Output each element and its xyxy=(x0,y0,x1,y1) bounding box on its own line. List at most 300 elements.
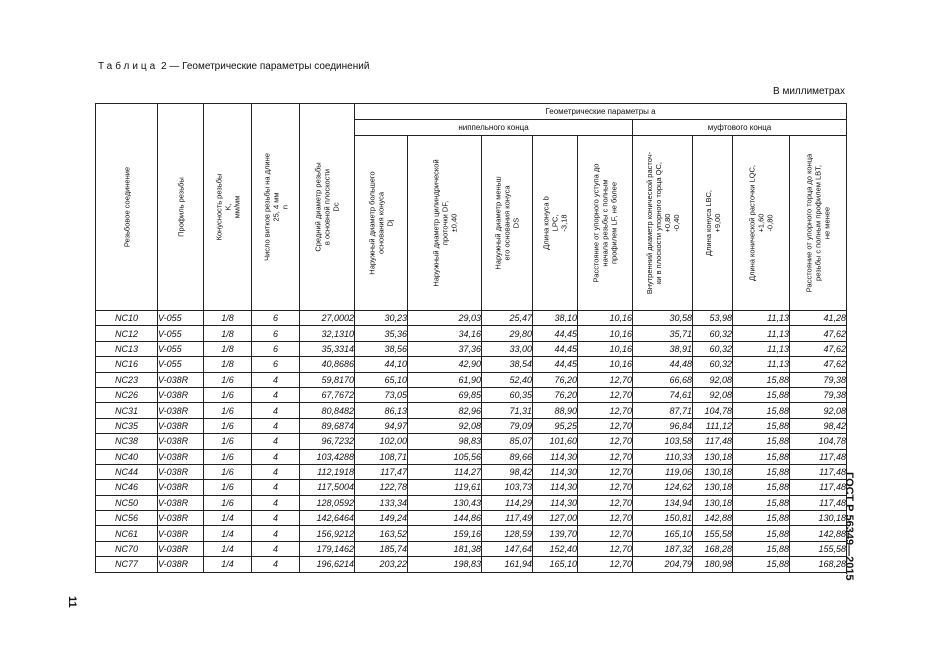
cell-small-diameter: 147,64 xyxy=(482,541,533,556)
header-text xyxy=(122,123,131,291)
cell-taper: 1/8 xyxy=(204,311,252,326)
cell-box-cone-length: 60,32 xyxy=(693,341,733,356)
cell-large-diameter: 203,22 xyxy=(355,557,408,572)
header-pitch-diameter xyxy=(300,104,355,311)
header-line: Конусность резьбы xyxy=(214,173,223,241)
cell-bore-length: 15,88 xyxy=(733,526,790,541)
cell-box-cone-length: 142,88 xyxy=(693,511,733,526)
cell-thread-end-distance: 79,38 xyxy=(790,372,847,387)
cell-groove-diameter: 29,03 xyxy=(408,311,482,326)
cell-large-diameter: 108,71 xyxy=(355,449,408,464)
header-text xyxy=(748,139,775,307)
cell-large-diameter: 117,47 xyxy=(355,464,408,479)
header-text xyxy=(368,139,395,307)
cell-bore-diameter: 44,48 xyxy=(633,357,693,372)
header-line: Внутренний диаметр конической расточ- xyxy=(644,151,654,295)
cell-pitch-diameter: 142,6464 xyxy=(300,511,355,526)
cell-box-cone-length: 130,18 xyxy=(693,480,733,495)
cell-thread-distance: 10,16 xyxy=(578,341,633,356)
cell-pitch-diameter: 96,7232 xyxy=(300,434,355,449)
cell-profile: V-038R xyxy=(158,480,204,495)
cell-bore-length: 15,88 xyxy=(733,418,790,433)
cell-bore-diameter: 87,71 xyxy=(633,403,693,418)
cell-small-diameter: 98,42 xyxy=(482,464,533,479)
cell-pitch-diameter: 128,0592 xyxy=(300,495,355,510)
cell-taper: 1/8 xyxy=(204,341,252,356)
table-row xyxy=(96,311,847,326)
cell-pitch-diameter: 35,3314 xyxy=(300,341,355,356)
cell-connection: NC16 xyxy=(96,357,158,372)
header-text xyxy=(214,123,241,291)
cell-taper: 1/6 xyxy=(204,464,252,479)
cell-threads: 4 xyxy=(252,464,300,479)
cell-small-diameter: 60,35 xyxy=(482,387,533,402)
cell-thread-distance: 12,70 xyxy=(578,387,633,402)
header-line: +1,60 xyxy=(756,213,766,233)
cell-pitch-diameter: 67,7672 xyxy=(300,387,355,402)
cell-connection: NC38 xyxy=(96,434,158,449)
header-line: Длина конуса LBC, xyxy=(703,189,713,257)
cell-bore-diameter: 204,79 xyxy=(633,557,693,572)
cell-thread-end-distance: 47,62 xyxy=(790,341,847,356)
cell-small-diameter: 71,31 xyxy=(482,403,533,418)
cell-taper: 1/4 xyxy=(204,526,252,541)
cell-pitch-diameter: 156,9212 xyxy=(300,526,355,541)
cell-thread-end-distance: 142,88 xyxy=(790,526,847,541)
header-connection xyxy=(96,104,158,311)
cell-cone-length: 165,10 xyxy=(533,557,578,572)
cell-cone-length: 139,70 xyxy=(533,526,578,541)
cell-thread-end-distance: 117,48 xyxy=(790,449,847,464)
cell-taper: 1/6 xyxy=(204,480,252,495)
cell-profile: V-038R xyxy=(158,449,204,464)
header-line: Dc xyxy=(331,202,341,212)
cell-pitch-diameter: 32,1310 xyxy=(300,326,355,341)
cell-cone-length: 38,10 xyxy=(533,311,578,326)
header-line: Резьбовое соединение xyxy=(122,166,131,248)
cell-threads: 4 xyxy=(252,541,300,556)
cell-box-cone-length: 117,48 xyxy=(693,434,733,449)
cell-connection: NC40 xyxy=(96,449,158,464)
cell-box-cone-length: 168,28 xyxy=(693,541,733,556)
header-line: -0,40 xyxy=(671,214,681,232)
cell-profile: V-038R xyxy=(158,434,204,449)
cell-box-cone-length: 130,18 xyxy=(693,464,733,479)
cell-connection: NC10 xyxy=(96,311,158,326)
cell-thread-end-distance: 130,18 xyxy=(790,511,847,526)
cell-thread-end-distance: 79,38 xyxy=(790,387,847,402)
cell-small-diameter: 161,94 xyxy=(482,557,533,572)
cell-connection: NC61 xyxy=(96,526,158,541)
cell-groove-diameter: 82,96 xyxy=(408,403,482,418)
cell-thread-end-distance: 47,62 xyxy=(790,326,847,341)
header-thread-end-distance xyxy=(790,136,847,311)
cell-box-cone-length: 60,32 xyxy=(693,357,733,372)
cell-thread-end-distance: 117,48 xyxy=(790,480,847,495)
cell-large-diameter: 163,52 xyxy=(355,526,408,541)
cell-taper: 1/8 xyxy=(204,326,252,341)
cell-bore-diameter: 35,71 xyxy=(633,326,693,341)
cell-groove-diameter: 69,85 xyxy=(408,387,482,402)
header-text xyxy=(704,139,722,307)
cell-pitch-diameter: 89,6874 xyxy=(300,418,355,433)
cell-thread-distance: 12,70 xyxy=(578,464,633,479)
cell-threads: 4 xyxy=(252,418,300,433)
cell-cone-length: 44,45 xyxy=(533,357,578,372)
cell-bore-diameter: 119,06 xyxy=(633,464,693,479)
header-full-thread-distance xyxy=(578,136,633,311)
cell-groove-diameter: 130,43 xyxy=(408,495,482,510)
cell-bore-diameter: 110,33 xyxy=(633,449,693,464)
cell-threads: 4 xyxy=(252,403,300,418)
cell-groove-diameter: 61,90 xyxy=(408,372,482,387)
cell-bore-length: 15,88 xyxy=(733,541,790,556)
cell-cone-length: 44,45 xyxy=(533,341,578,356)
header-line: Наружный диаметр цилиндрической xyxy=(431,159,440,287)
cell-threads: 4 xyxy=(252,557,300,572)
cell-thread-distance: 12,70 xyxy=(578,434,633,449)
cell-cone-length: 114,30 xyxy=(533,449,578,464)
cell-profile: V-055 xyxy=(158,357,204,372)
cell-small-diameter: 29,80 xyxy=(482,326,533,341)
header-line: DS xyxy=(511,217,521,229)
cell-thread-distance: 12,70 xyxy=(578,495,633,510)
header-geometric-parameters: Геометрические параметры a xyxy=(355,104,847,120)
cell-pitch-diameter: 179,1462 xyxy=(300,541,355,556)
cell-box-cone-length: 92,08 xyxy=(693,387,733,402)
cell-profile: V-038R xyxy=(158,403,204,418)
header-text xyxy=(431,139,458,307)
header-line: Dj xyxy=(385,219,395,227)
cell-large-diameter: 73,05 xyxy=(355,387,408,402)
table-row xyxy=(96,464,847,479)
cell-connection: NC12 xyxy=(96,326,158,341)
table-header xyxy=(96,104,847,311)
cell-groove-diameter: 98,83 xyxy=(408,434,482,449)
cell-profile: V-038R xyxy=(158,557,204,572)
header-line: проточки DF, xyxy=(440,200,449,246)
cell-threads: 6 xyxy=(252,326,300,341)
header-line: основания конуса xyxy=(376,191,386,255)
table-caption xyxy=(98,61,369,72)
cell-bore-length: 11,13 xyxy=(733,341,790,356)
cell-taper: 1/6 xyxy=(204,449,252,464)
header-nipple-end: ниппельного конца xyxy=(355,120,633,136)
cell-profile: V-055 xyxy=(158,341,204,356)
header-line: +9,00 xyxy=(712,213,722,233)
cell-pitch-diameter: 59,8170 xyxy=(300,372,355,387)
header-coupling-end: муфтового конца xyxy=(633,120,847,136)
cell-thread-end-distance: 117,48 xyxy=(790,495,847,510)
cell-connection: NC13 xyxy=(96,341,158,356)
header-text xyxy=(176,123,185,291)
table-row xyxy=(96,526,847,541)
cell-box-cone-length: 53,98 xyxy=(693,311,733,326)
cell-thread-end-distance: 168,28 xyxy=(790,557,847,572)
header-line: -0,80 xyxy=(765,214,775,232)
header-line: K, xyxy=(223,203,232,211)
cell-bore-length: 11,13 xyxy=(733,326,790,341)
header-box-cone-length xyxy=(693,136,733,311)
cell-box-cone-length: 92,08 xyxy=(693,372,733,387)
cell-thread-distance: 12,70 xyxy=(578,418,633,433)
cell-thread-end-distance: 92,08 xyxy=(790,403,847,418)
cell-pitch-diameter: 117,5004 xyxy=(300,480,355,495)
cell-bore-length: 15,88 xyxy=(733,495,790,510)
cell-cone-length: 44,45 xyxy=(533,326,578,341)
cell-box-cone-length: 111,12 xyxy=(693,418,733,433)
table-row xyxy=(96,341,847,356)
cell-groove-diameter: 105,56 xyxy=(408,449,482,464)
cell-taper: 1/4 xyxy=(204,511,252,526)
cell-thread-end-distance: 117,48 xyxy=(790,464,847,479)
cell-thread-distance: 12,70 xyxy=(578,541,633,556)
header-text xyxy=(592,139,619,307)
cell-cone-length: 95,25 xyxy=(533,418,578,433)
header-cylindrical-groove-diameter xyxy=(408,136,482,311)
cell-cone-length: 76,20 xyxy=(533,372,578,387)
header-line: +0,80 xyxy=(662,213,672,233)
cell-small-diameter: 89,66 xyxy=(482,449,533,464)
cell-bore-length: 15,88 xyxy=(733,480,790,495)
cell-small-diameter: 128,59 xyxy=(482,526,533,541)
cell-bore-diameter: 30,58 xyxy=(633,311,693,326)
cell-threads: 4 xyxy=(252,387,300,402)
header-line: Наружный диаметр меньш xyxy=(493,176,503,270)
cell-groove-diameter: 198,83 xyxy=(408,557,482,572)
cell-small-diameter: 38,54 xyxy=(482,357,533,372)
header-line: ки в плоскости упорного торца QC, xyxy=(653,162,663,284)
cell-small-diameter: 114,29 xyxy=(482,495,533,510)
cell-thread-distance: 10,16 xyxy=(578,311,633,326)
cell-box-cone-length: 180,98 xyxy=(693,557,733,572)
cell-pitch-diameter: 196,6214 xyxy=(300,557,355,572)
header-text xyxy=(542,139,569,307)
header-line: Длина конической расточки LQC, xyxy=(747,165,757,281)
cell-pitch-diameter: 80,8482 xyxy=(300,403,355,418)
table-row xyxy=(96,449,847,464)
cell-large-diameter: 102,00 xyxy=(355,434,408,449)
cell-bore-diameter: 187,32 xyxy=(633,541,693,556)
header-line: Профиль резьбы xyxy=(176,177,185,237)
header-small-base-diameter xyxy=(482,136,533,311)
cell-cone-length: 101,60 xyxy=(533,434,578,449)
cell-profile: V-038R xyxy=(158,541,204,556)
table-row xyxy=(96,403,847,418)
cell-large-diameter: 149,24 xyxy=(355,511,408,526)
cell-large-diameter: 185,74 xyxy=(355,541,408,556)
cell-box-cone-length: 130,18 xyxy=(693,495,733,510)
cell-thread-distance: 12,70 xyxy=(578,557,633,572)
table-row xyxy=(96,434,847,449)
cell-taper: 1/6 xyxy=(204,495,252,510)
header-line: начала резьбы с полным xyxy=(600,179,610,267)
cell-threads: 4 xyxy=(252,372,300,387)
cell-bore-length: 15,88 xyxy=(733,403,790,418)
cell-groove-diameter: 42,90 xyxy=(408,357,482,372)
cell-box-cone-length: 155,58 xyxy=(693,526,733,541)
cell-groove-diameter: 92,08 xyxy=(408,418,482,433)
header-line: профилем LF, не более xyxy=(609,181,619,265)
cell-large-diameter: 38,56 xyxy=(355,341,408,356)
cell-large-diameter: 94,97 xyxy=(355,418,408,433)
cell-threads: 4 xyxy=(252,495,300,510)
cell-bore-length: 15,88 xyxy=(733,557,790,572)
cell-small-diameter: 79,09 xyxy=(482,418,533,433)
cell-cone-length: 114,30 xyxy=(533,495,578,510)
cell-thread-end-distance: 47,62 xyxy=(790,357,847,372)
cell-groove-diameter: 144,86 xyxy=(408,511,482,526)
cell-thread-end-distance: 41,28 xyxy=(790,311,847,326)
cell-pitch-diameter: 112,1918 xyxy=(300,464,355,479)
cell-threads: 6 xyxy=(252,311,300,326)
cell-profile: V-038R xyxy=(158,495,204,510)
cell-bore-length: 15,88 xyxy=(733,372,790,387)
header-text xyxy=(494,139,521,307)
cell-pitch-diameter: 27,0002 xyxy=(300,311,355,326)
cell-cone-length: 88,90 xyxy=(533,403,578,418)
cell-bore-length: 11,13 xyxy=(733,311,790,326)
cell-profile: V-055 xyxy=(158,326,204,341)
cell-threads: 4 xyxy=(252,480,300,495)
header-cone-length xyxy=(533,136,578,311)
cell-taper: 1/4 xyxy=(204,557,252,572)
header-line: -3,18 xyxy=(559,214,569,232)
table-row xyxy=(96,357,847,372)
header-line: в основной плоскости xyxy=(322,168,332,246)
cell-connection: NC77 xyxy=(96,557,158,572)
header-line: мм/мм xyxy=(232,195,241,219)
cell-thread-distance: 12,70 xyxy=(578,449,633,464)
header-line: n xyxy=(280,204,289,210)
units-label: В миллиметрах xyxy=(773,86,845,97)
cell-bore-diameter: 66,68 xyxy=(633,372,693,387)
caption-rest: 2 — Геометрические параметры соединений xyxy=(158,61,370,72)
header-line: его основания конуса xyxy=(502,185,512,261)
header-line: LPC, xyxy=(550,214,560,232)
cell-large-diameter: 86,13 xyxy=(355,403,408,418)
cell-threads: 6 xyxy=(252,357,300,372)
cell-bore-diameter: 134,94 xyxy=(633,495,693,510)
cell-thread-distance: 12,70 xyxy=(578,480,633,495)
header-large-base-diameter xyxy=(355,136,408,311)
header-line: Расстояние от упорного уступа до xyxy=(591,163,601,283)
cell-connection: NC56 xyxy=(96,511,158,526)
cell-large-diameter: 65,10 xyxy=(355,372,408,387)
cell-thread-distance: 10,16 xyxy=(578,326,633,341)
cell-groove-diameter: 37,36 xyxy=(408,341,482,356)
cell-groove-diameter: 119,61 xyxy=(408,480,482,495)
cell-small-diameter: 33,00 xyxy=(482,341,533,356)
cell-threads: 4 xyxy=(252,526,300,541)
header-line: Средний диаметр резьбы xyxy=(313,162,323,252)
cell-connection: NC70 xyxy=(96,541,158,556)
cell-taper: 1/8 xyxy=(204,357,252,372)
cell-thread-end-distance: 104,78 xyxy=(790,434,847,449)
header-line: не менее xyxy=(822,206,832,240)
cell-thread-distance: 12,70 xyxy=(578,511,633,526)
cell-thread-end-distance: 155,58 xyxy=(790,541,847,556)
cell-profile: V-038R xyxy=(158,418,204,433)
cell-connection: NC44 xyxy=(96,464,158,479)
cell-profile: V-038R xyxy=(158,526,204,541)
table-row xyxy=(96,511,847,526)
table-row xyxy=(96,495,847,510)
cell-small-diameter: 52,40 xyxy=(482,372,533,387)
cell-large-diameter: 133,34 xyxy=(355,495,408,510)
caption-lead: Таблица xyxy=(98,61,159,72)
cell-bore-length: 15,88 xyxy=(733,511,790,526)
cell-large-diameter: 35,36 xyxy=(355,326,408,341)
header-text xyxy=(314,123,341,291)
cell-connection: NC46 xyxy=(96,480,158,495)
cell-cone-length: 127,00 xyxy=(533,511,578,526)
cell-profile: V-055 xyxy=(158,311,204,326)
header-taper xyxy=(204,104,252,311)
cell-bore-length: 11,13 xyxy=(733,357,790,372)
cell-box-cone-length: 60,32 xyxy=(693,326,733,341)
cell-taper: 1/6 xyxy=(204,418,252,433)
cell-small-diameter: 25,47 xyxy=(482,311,533,326)
cell-bore-diameter: 38,91 xyxy=(633,341,693,356)
cell-small-diameter: 85,07 xyxy=(482,434,533,449)
cell-threads: 4 xyxy=(252,511,300,526)
table-row xyxy=(96,541,847,556)
table-row xyxy=(96,480,847,495)
cell-bore-length: 15,88 xyxy=(733,449,790,464)
table-row xyxy=(96,557,847,572)
header-thread-profile xyxy=(158,104,204,311)
cell-profile: V-038R xyxy=(158,464,204,479)
cell-cone-length: 76,20 xyxy=(533,387,578,402)
cell-bore-diameter: 165,10 xyxy=(633,526,693,541)
cell-profile: V-038R xyxy=(158,387,204,402)
cell-connection: NC23 xyxy=(96,372,158,387)
cell-groove-diameter: 181,38 xyxy=(408,541,482,556)
cell-pitch-diameter: 103,4288 xyxy=(300,449,355,464)
header-bore-inner-diameter xyxy=(633,136,693,311)
cell-bore-length: 15,88 xyxy=(733,387,790,402)
header-line: Расстояние от упорного торца до конца xyxy=(804,153,814,293)
cell-taper: 1/6 xyxy=(204,434,252,449)
cell-groove-diameter: 159,16 xyxy=(408,526,482,541)
cell-groove-diameter: 34,16 xyxy=(408,326,482,341)
cell-thread-distance: 12,70 xyxy=(578,372,633,387)
header-text xyxy=(262,123,289,291)
cell-connection: NC50 xyxy=(96,495,158,510)
cell-small-diameter: 117,49 xyxy=(482,511,533,526)
cell-bore-diameter: 150,81 xyxy=(633,511,693,526)
cell-box-cone-length: 104,78 xyxy=(693,403,733,418)
cell-threads: 6 xyxy=(252,341,300,356)
cell-bore-length: 15,88 xyxy=(733,434,790,449)
header-line: Длина конуса b xyxy=(541,196,551,250)
table-row xyxy=(96,326,847,341)
cell-threads: 4 xyxy=(252,449,300,464)
cell-taper: 1/6 xyxy=(204,403,252,418)
header-line: 25, 4 мм xyxy=(271,192,280,222)
cell-bore-diameter: 103,58 xyxy=(633,434,693,449)
header-line: Число витков резьбы на длине xyxy=(262,153,271,261)
cell-large-diameter: 122,78 xyxy=(355,480,408,495)
cell-box-cone-length: 130,18 xyxy=(693,449,733,464)
cell-pitch-diameter: 40,8686 xyxy=(300,357,355,372)
cell-large-diameter: 44,10 xyxy=(355,357,408,372)
cell-connection: NC35 xyxy=(96,418,158,433)
cell-connection: NC26 xyxy=(96,387,158,402)
geometric-parameters-table xyxy=(95,103,847,573)
cell-cone-length: 114,30 xyxy=(533,464,578,479)
